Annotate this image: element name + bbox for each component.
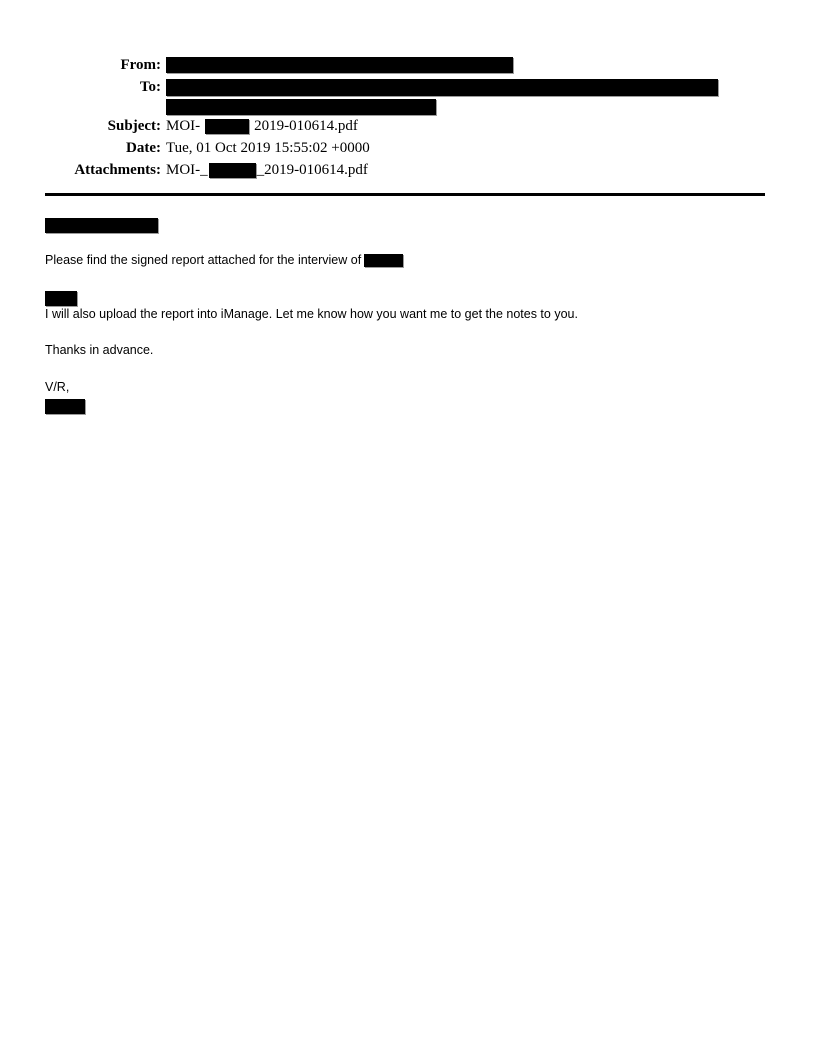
attachments-value: [166, 159, 765, 181]
redaction-bar-subject: [205, 119, 249, 134]
subject-prefix: MOI-: [166, 118, 201, 134]
body-thanks-line: Thanks in advance.: [45, 343, 154, 357]
redaction-bar-from: [166, 57, 513, 73]
body-valediction: V/R,: [45, 380, 70, 394]
body-upload-line: I will also upload the report into iManage. Let me know how you want me to get the notes to you.: [45, 307, 578, 321]
header-row-attachments: [45, 159, 765, 181]
redaction-bar-interviewee: [364, 254, 403, 267]
redaction-bar-attachments: [209, 163, 256, 178]
subject-label: Subject:: [107, 118, 161, 134]
date-value: Tue, 01 Oct 2019 15:55:02 +0000: [166, 140, 370, 156]
header-row-subject: [45, 115, 765, 137]
to-value: [166, 76, 765, 115]
attachments-label: Attachments:: [74, 162, 161, 178]
redaction-bar-salutation: [45, 218, 158, 233]
subject-value: [166, 115, 765, 137]
body-report-line: [45, 253, 765, 268]
to-label: To:: [139, 79, 161, 95]
redaction-bar-greeting: [45, 291, 77, 306]
report-line-text: Please find the signed report attached for the interview of: [45, 253, 362, 267]
subject-suffix: 2019-010614.pdf: [254, 118, 358, 134]
from-value: [166, 54, 765, 76]
header-row-to: [45, 76, 765, 115]
header-row-from: [45, 54, 765, 76]
email-body: [45, 218, 765, 414]
redaction-bar-to-line2: [166, 99, 436, 115]
redaction-bar-to-line1: [166, 79, 718, 96]
header-body-divider: [45, 193, 765, 196]
from-label: From:: [120, 57, 161, 73]
attachments-prefix: MOI-_: [166, 162, 208, 178]
header-row-date: [45, 137, 765, 159]
redaction-bar-signature: [45, 399, 85, 414]
email-header: [45, 54, 765, 181]
date-label: Date:: [126, 140, 161, 156]
attachments-suffix: _2019-010614.pdf: [256, 162, 368, 178]
